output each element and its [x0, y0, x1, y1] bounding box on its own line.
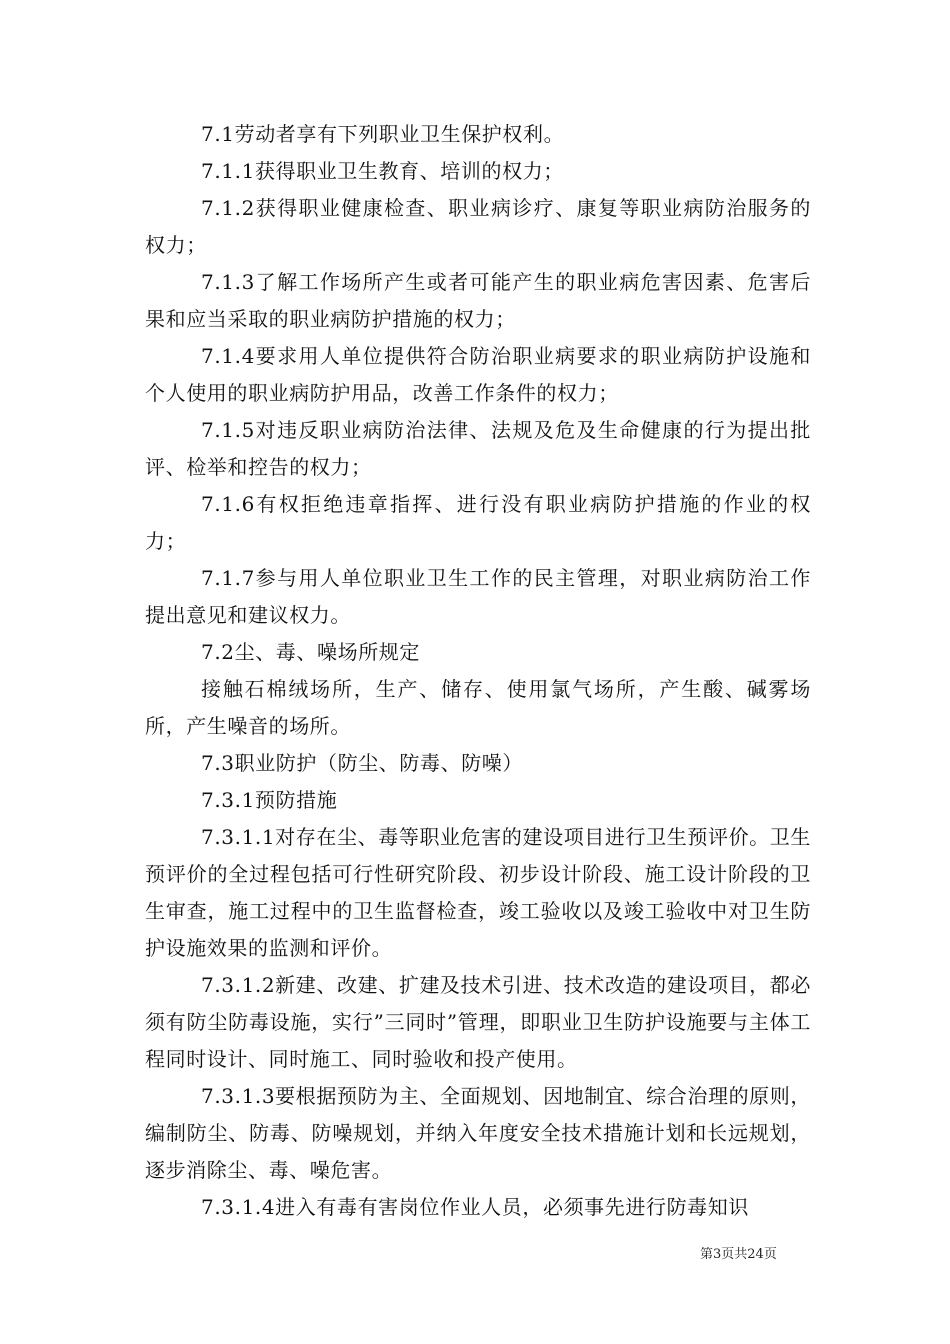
document-body [145, 116, 811, 1226]
paragraph-7-3-1-2: 7.3.1.2新建、改建、扩建及技术引进、技术改造的建设项目，都必须有防尘防毒设施，实行”三同时”管理，即职业卫生防护设施要与主体工程同时设计、同时施工、同时验收和投产使用。 [145, 973, 811, 1071]
heading-7-2: 7.2尘、毒、噪场所规定 [201, 640, 421, 664]
paragraph-7-3-1-3: 7.3.1.3要根据预防为主、全面规划、因地制宜、综合治理的原则，编制防尘、防毒、防噪规划，并纳入年度安全技术措施计划和长远规划，逐步消除尘、毒、噪危害。 [145, 1084, 811, 1182]
paragraph-7-1-3: 7.1.3了解工作场所产生或者可能产生的职业病危害因素、危害后果和应当采取的职业病防护措施的权力； [145, 270, 811, 331]
page-number: 第3页共24页 [700, 1247, 777, 1262]
paragraph-7-1-6: 7.1.6有权拒绝违章指挥、进行没有职业病防护措施的作业的权力； [145, 492, 811, 553]
paragraph-7-3-1-4: 7.3.1.4进入有毒有害岗位作业人员，必须事先进行防毒知识 [201, 1195, 749, 1219]
paragraph-7-1-4: 7.1.4要求用人单位提供符合防治职业病要求的职业病防护设施和个人使用的职业病防护用品，改善工作条件的权力； [145, 344, 811, 405]
paragraph-7-3-1-1: 7.3.1.1对存在尘、毒等职业危害的建设项目进行卫生预评价。卫生预评价的全过程包括可行性研究阶段、初步设计阶段、施工设计阶段的卫生审查，施工过程中的卫生监督检查，竣工验收以及竣工验收中对卫生防护设施效果的监测和评价。 [145, 825, 811, 960]
paragraph-7-2-body: 接触石棉绒场所，生产、储存、使用氯气场所，产生酸、碱雾场所，产生噪音的场所。 [145, 677, 811, 738]
paragraph-7-1-2: 7.1.2获得职业健康检查、职业病诊疗、康复等职业病防治服务的权力； [145, 196, 811, 257]
heading-7-3-1: 7.3.1预防措施 [201, 788, 338, 812]
paragraph-7-1-5: 7.1.5对违反职业病防治法律、法规及危及生命健康的行为提出批评、检举和控告的权力； [145, 418, 811, 479]
heading-7-3: 7.3职业防护（防尘、防毒、防噪） [201, 751, 524, 775]
paragraph-7-1: 7.1劳动者享有下列职业卫生保护权利。 [201, 122, 565, 146]
paragraph-7-1-1: 7.1.1获得职业卫生教育、培训的权力； [201, 159, 564, 183]
paragraph-7-1-7: 7.1.7参与用人单位职业卫生工作的民主管理，对职业病防治工作提出意见和建议权力。 [145, 566, 811, 627]
